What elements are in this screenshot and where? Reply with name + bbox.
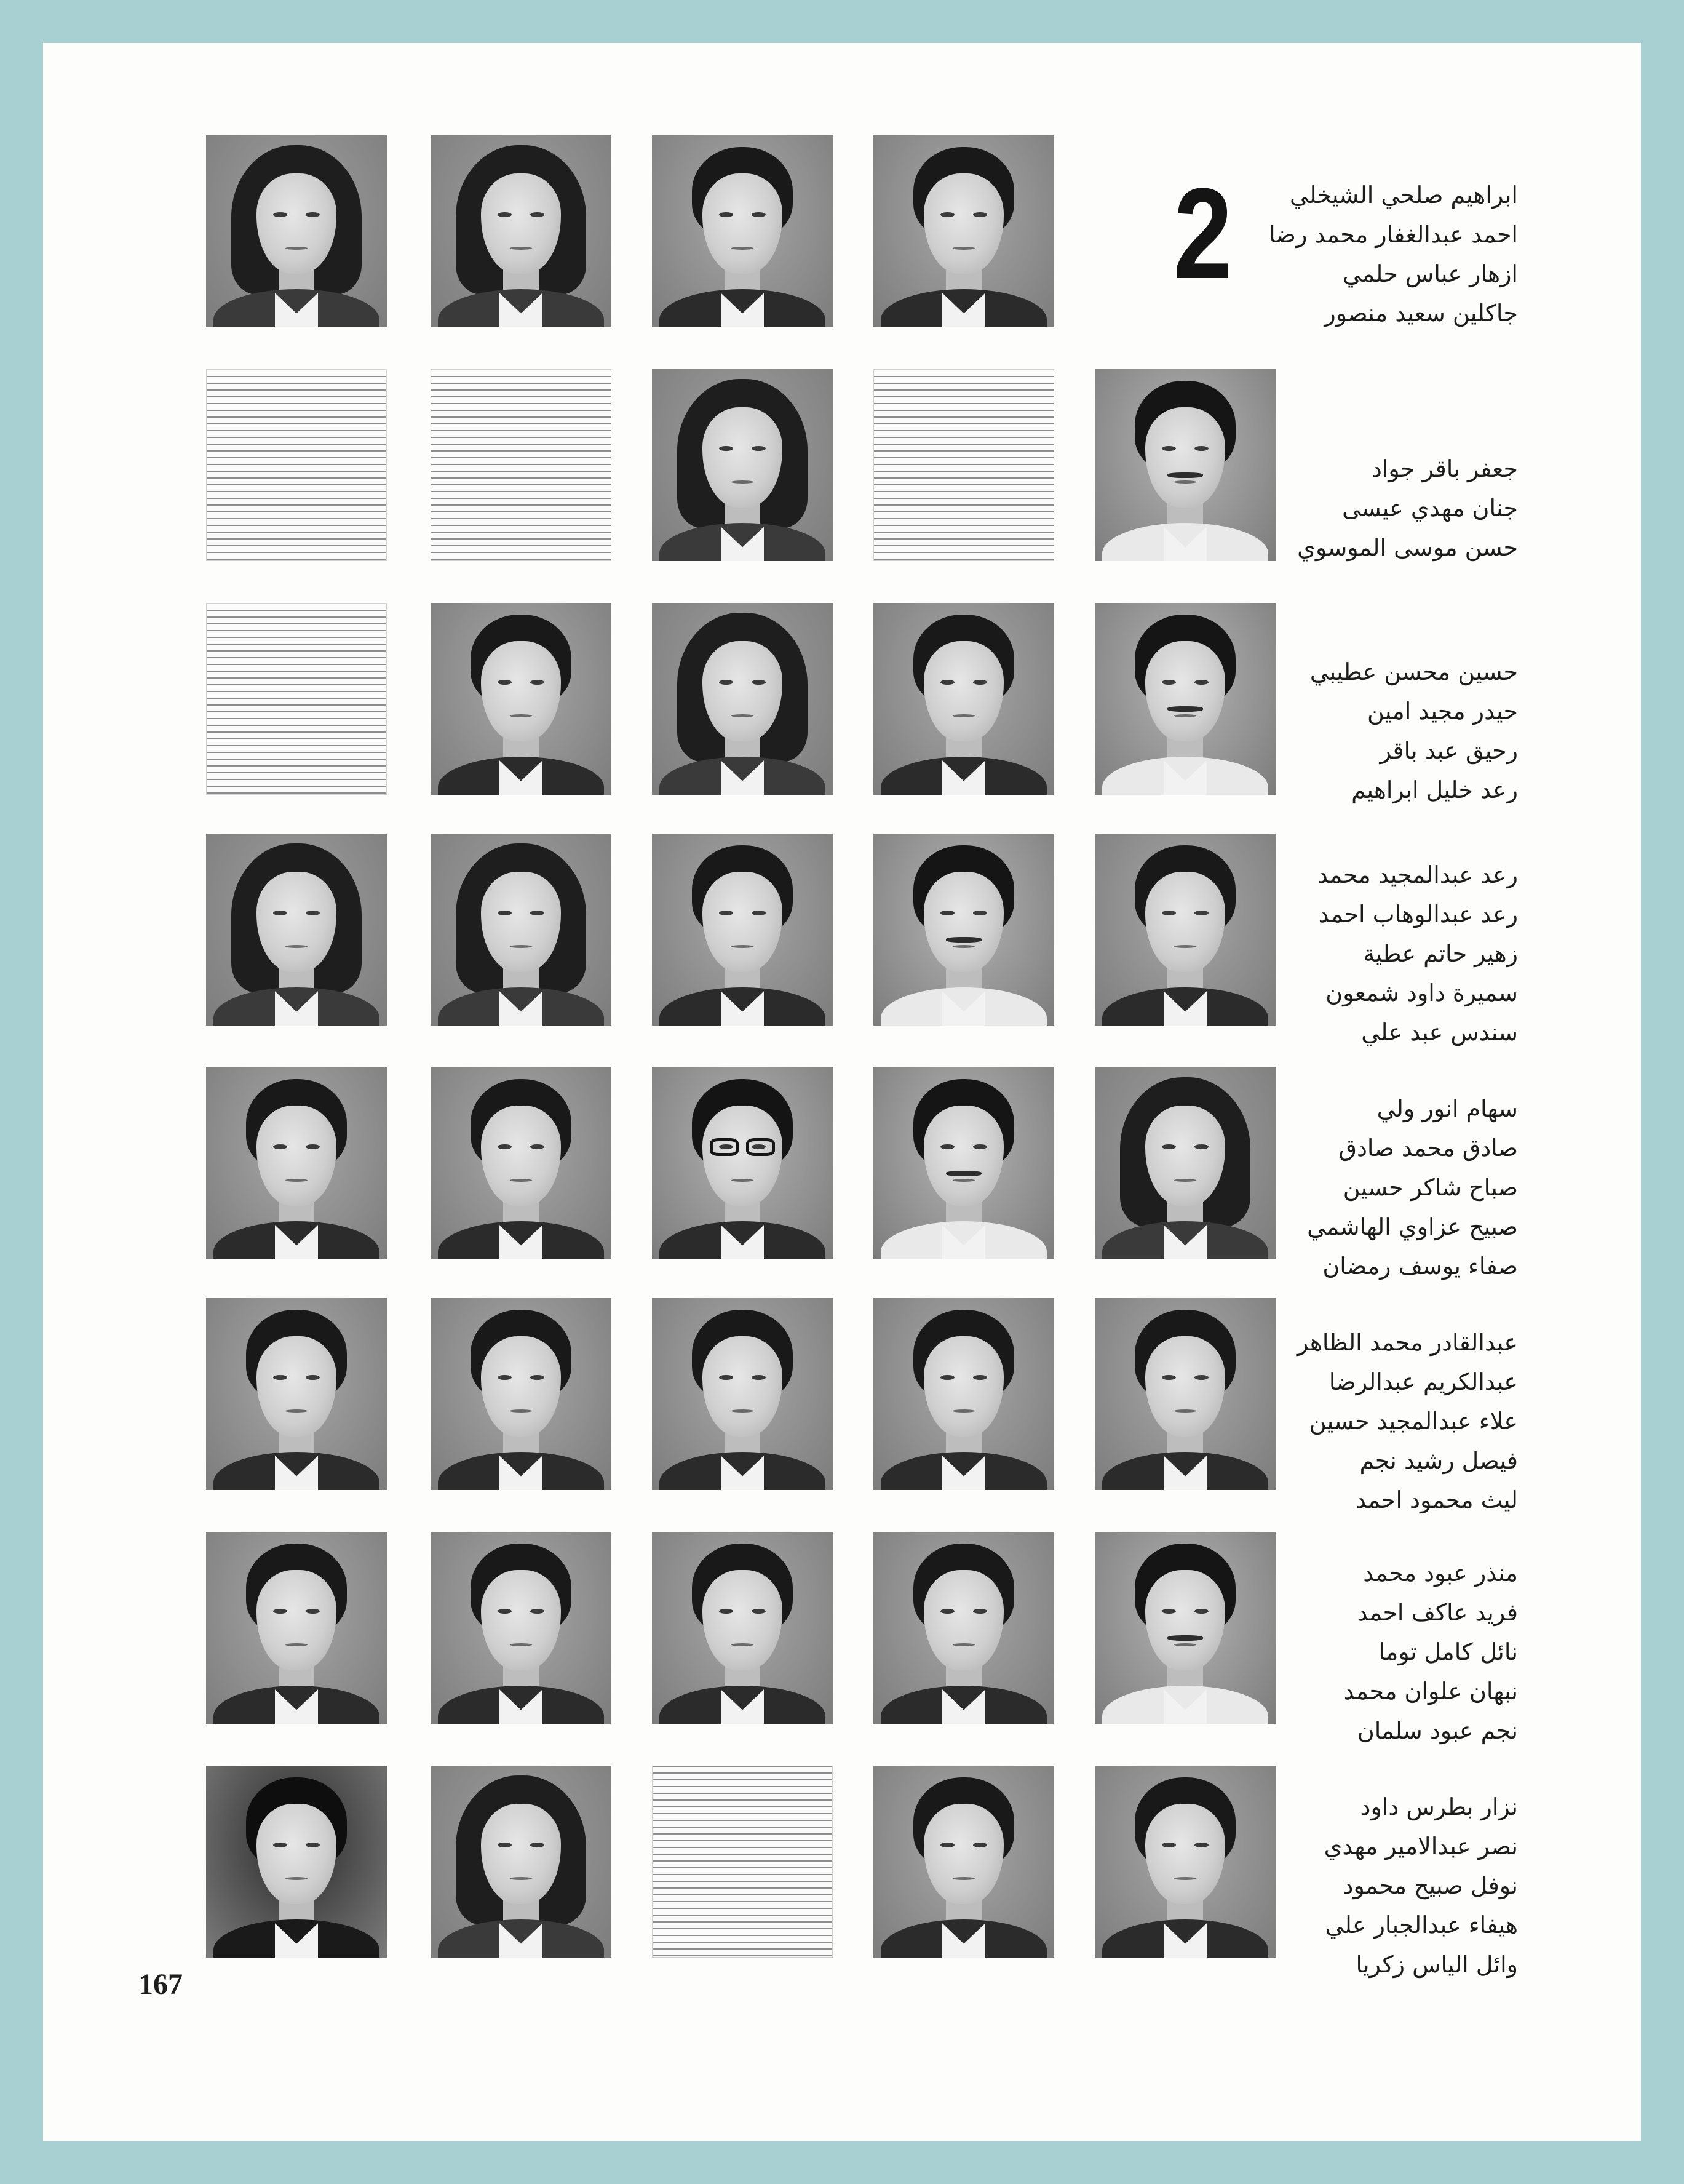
class-number: 2 (1174, 161, 1233, 306)
student-portrait (206, 1532, 387, 1724)
student-name: صادق محمد صادق (1338, 1134, 1518, 1162)
student-name: سهام انور ولي (1376, 1095, 1518, 1122)
student-name: صبيح عزاوي الهاشمي (1307, 1213, 1518, 1240)
student-portrait (206, 834, 387, 1026)
student-portrait (652, 369, 833, 561)
student-name: علاء عبدالمجيد حسين (1309, 1408, 1518, 1435)
student-portrait (1095, 1766, 1276, 1958)
student-name: سميرة داود شمعون (1325, 979, 1518, 1006)
photo-placeholder (431, 369, 611, 561)
student-portrait (873, 1766, 1054, 1958)
student-portrait (652, 135, 833, 327)
student-name: وائل الياس زكريا (1356, 1951, 1518, 1978)
student-name: نزار بطرس داود (1360, 1793, 1518, 1820)
student-portrait (873, 135, 1054, 327)
student-portrait (431, 1532, 611, 1724)
names-block (1344, 1553, 1518, 1750)
student-name: نائل كامل توما (1378, 1638, 1518, 1665)
page-number: 167 (138, 1968, 183, 2001)
student-name: منذر عبود محمد (1363, 1560, 1518, 1587)
student-name: ازهار عباس حلمي (1343, 260, 1518, 287)
student-portrait (206, 1766, 387, 1958)
names-block (1324, 1787, 1518, 1984)
student-name: سندس عبد علي (1361, 1019, 1518, 1046)
student-portrait (431, 1298, 611, 1490)
student-name: رحيق عبد باقر (1380, 737, 1518, 764)
student-name: صباح شاكر حسين (1343, 1174, 1518, 1201)
names-block (1310, 652, 1518, 810)
student-name: فيصل رشيد نجم (1359, 1447, 1518, 1474)
photo-placeholder (206, 369, 387, 561)
student-name: عبدالقادر محمد الظاهر (1297, 1329, 1518, 1356)
student-portrait (1095, 1532, 1276, 1724)
student-portrait (873, 1298, 1054, 1490)
names-block (1269, 175, 1518, 333)
yearbook-page (43, 43, 1641, 2141)
student-name: حسن موسى الموسوي (1297, 534, 1518, 561)
student-name: فريد عاكف احمد (1357, 1599, 1518, 1626)
photo-placeholder (206, 603, 387, 795)
student-portrait (206, 1067, 387, 1259)
student-portrait (431, 1766, 611, 1958)
student-portrait (652, 1532, 833, 1724)
student-name: نجم عبود سلمان (1357, 1717, 1518, 1744)
student-portrait (431, 834, 611, 1026)
names-block (1307, 1089, 1518, 1286)
student-portrait (206, 135, 387, 327)
student-name: رعد عبدالوهاب احمد (1318, 901, 1518, 928)
student-portrait (873, 1532, 1054, 1724)
student-name: زهير حاتم عطية (1363, 940, 1518, 967)
student-portrait (1095, 834, 1276, 1026)
photo-placeholder (652, 1766, 833, 1958)
student-name: ليث محمود احمد (1356, 1486, 1518, 1513)
student-name: صفاء يوسف رمضان (1322, 1253, 1518, 1280)
student-name: نبهان علوان محمد (1343, 1678, 1518, 1705)
student-portrait (652, 1298, 833, 1490)
student-portrait (652, 1067, 833, 1259)
student-name: رعد خليل ابراهيم (1351, 776, 1518, 803)
student-name: احمد عبدالغفار محمد رضا (1269, 221, 1518, 248)
student-name: رعد عبدالمجيد محمد (1317, 861, 1518, 888)
student-name: حيدر مجيد امين (1367, 698, 1518, 725)
names-block (1297, 449, 1518, 567)
student-portrait (431, 603, 611, 795)
student-name: جعفر باقر جواد (1371, 455, 1518, 482)
student-portrait (873, 1067, 1054, 1259)
student-portrait (652, 603, 833, 795)
names-block (1317, 855, 1518, 1052)
photo-placeholder (873, 369, 1054, 561)
student-portrait (1095, 603, 1276, 795)
student-name: جنان مهدي عيسى (1342, 495, 1518, 522)
student-portrait (1095, 1067, 1276, 1259)
student-portrait (206, 1298, 387, 1490)
student-portrait (873, 603, 1054, 795)
student-portrait (431, 1067, 611, 1259)
student-name: عبدالكريم عبدالرضا (1329, 1368, 1518, 1395)
student-name: ابراهيم صلحي الشيخلي (1290, 181, 1518, 209)
student-name: هيفاء عبدالجبار علي (1325, 1911, 1518, 1939)
student-name: نصر عبدالامير مهدي (1324, 1833, 1518, 1860)
student-portrait (431, 135, 611, 327)
student-name: نوفل صبيح محمود (1343, 1872, 1518, 1899)
names-block (1297, 1323, 1518, 1520)
student-portrait (873, 834, 1054, 1026)
student-name: جاكلين سعيد منصور (1324, 300, 1518, 327)
student-portrait (1095, 369, 1276, 561)
student-name: حسين محسن عطيبي (1309, 658, 1518, 685)
student-portrait (652, 834, 833, 1026)
student-portrait (1095, 1298, 1276, 1490)
